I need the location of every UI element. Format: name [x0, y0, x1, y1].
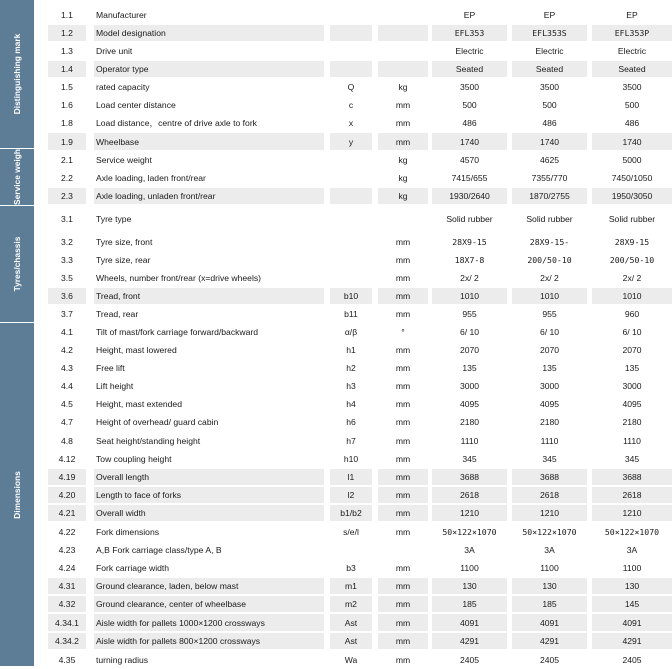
cell-unit: mm	[395, 381, 411, 391]
cell-unit: mm	[395, 237, 411, 247]
cell-sym: h2	[346, 363, 356, 373]
cell-item: Wheelbase	[94, 133, 324, 150]
cell-v3: 1100	[622, 563, 642, 573]
cell-item: Ground clearance, laden, below mast	[94, 578, 324, 594]
cell-unit: kg	[398, 173, 408, 183]
table-row	[38, 395, 672, 413]
cell-item: Tread, front	[94, 288, 324, 304]
cell-v3: 960	[624, 309, 640, 319]
table-row	[38, 96, 672, 114]
cell-no: 4.23	[58, 545, 76, 555]
cell-sym: x	[348, 118, 354, 128]
cell-unit: mm	[378, 614, 428, 631]
cell-unit: kg	[378, 188, 428, 204]
cell-item: Overall width	[94, 505, 324, 521]
table-row	[38, 233, 672, 251]
cell-sym	[330, 61, 372, 77]
cell-v3: Seated	[592, 61, 672, 77]
table-row	[38, 132, 672, 151]
cell-v2: 1870/2755	[512, 188, 587, 204]
table-row	[38, 6, 672, 24]
cell-v3: 130	[592, 578, 672, 594]
cell-no: 1.6	[61, 100, 73, 110]
table-row	[38, 613, 672, 632]
table-row	[38, 431, 672, 450]
cell-v1: EFL353	[432, 25, 507, 41]
cell-no: 4.22	[58, 526, 76, 537]
cell-unit: mm	[378, 133, 428, 150]
cell-sym: Wa	[344, 654, 358, 665]
cell-v1: 500	[462, 100, 477, 110]
cell-v3: 145	[592, 596, 672, 612]
section-label: Service weigh	[12, 149, 22, 205]
cell-v1: Solid rubber	[446, 214, 493, 224]
cell-unit: mm	[378, 578, 428, 594]
cell-v1: 1210	[432, 505, 507, 521]
cell-v2: 185	[512, 596, 587, 612]
cell-sym	[330, 25, 372, 41]
cell-item: Aisle width for pallets 800×1200 crossways	[94, 633, 324, 649]
table-row	[38, 305, 672, 323]
cell-item: Tyre type	[96, 214, 132, 224]
table-row	[38, 468, 672, 486]
cell-v2: 1010	[512, 288, 587, 304]
cell-item: Model designation	[94, 25, 324, 41]
cell-unit: mm	[395, 563, 411, 573]
cell-v3: 4095	[622, 399, 642, 409]
cell-unit	[378, 542, 428, 558]
table-row	[38, 60, 672, 78]
cell-v1: 1930/2640	[432, 188, 507, 204]
cell-sym: h1	[346, 345, 356, 355]
cell-unit: mm	[378, 288, 428, 304]
cell-no: 4.24	[58, 563, 76, 573]
cell-sym	[330, 152, 372, 168]
cell-no: 4.8	[61, 435, 73, 446]
cell-v2: EP	[543, 10, 556, 20]
cell-unit	[378, 25, 428, 41]
cell-sym: h3	[346, 381, 356, 391]
cell-v2: 3000	[539, 381, 560, 391]
cell-sym	[330, 206, 372, 232]
cell-sym	[330, 170, 372, 186]
cell-no: 1.4	[48, 61, 86, 77]
cell-v1: 4091	[432, 614, 507, 631]
table-row	[38, 187, 672, 205]
cell-item: Drive unit	[96, 46, 133, 56]
cell-no: 1.8	[61, 118, 73, 128]
table-row	[38, 287, 672, 305]
cell-unit: mm	[395, 309, 411, 319]
cell-no: 2.1	[61, 155, 73, 165]
cell-item: Free lift	[96, 363, 125, 373]
cell-sym: Q	[347, 82, 355, 92]
cell-unit: mm	[395, 435, 411, 446]
cell-unit: mm	[395, 345, 411, 355]
cell-v1: 4095	[459, 399, 480, 409]
cell-v2: 3500	[539, 82, 560, 92]
section-distinguishing-mark	[0, 0, 34, 149]
cell-v3: 7450/1050	[611, 173, 653, 183]
cell-unit: mm	[378, 596, 428, 612]
cell-item: A,B Fork carriage class/type A, B	[96, 545, 222, 555]
cell-v1: 1110	[460, 435, 479, 446]
cell-v1: 1010	[432, 288, 507, 304]
cell-v2: 4095	[539, 399, 560, 409]
cell-no: 4.34.2	[48, 633, 86, 649]
cell-v1: 2618	[432, 487, 507, 503]
cell-v2: 955	[542, 309, 557, 319]
table-row	[38, 559, 672, 577]
cell-no: 4.12	[58, 454, 76, 464]
cell-no: 4.35	[58, 654, 76, 665]
cell-item: turning radius	[96, 654, 149, 665]
table-row	[38, 632, 672, 650]
cell-item: Aisle width for pallets 1000×1200 crossways	[94, 614, 324, 631]
cell-v3: 2618	[592, 487, 672, 503]
cell-item: Tread, rear	[96, 309, 139, 319]
cell-v1: 185	[432, 596, 507, 612]
cell-v1: 3A	[464, 545, 475, 555]
cell-no: 3.1	[61, 214, 73, 224]
cell-sym	[330, 542, 372, 558]
cell-no: 4.1	[61, 327, 73, 337]
cell-v3: 5000	[622, 155, 642, 165]
cell-v3: 135	[624, 363, 640, 373]
cell-no: 4.34.1	[48, 614, 86, 631]
cell-sym: b1/b2	[330, 505, 372, 521]
cell-v1: 2405	[459, 654, 480, 665]
cell-sym: h10	[343, 454, 359, 464]
cell-v1: 2x/ 2	[460, 273, 479, 283]
cell-v2: 200/50-10	[527, 255, 572, 265]
cell-item: Tyre size, front	[96, 237, 153, 247]
cell-v3: 2070	[622, 345, 642, 355]
cell-item: Axle loading, unladen front/rear	[94, 188, 324, 204]
section-tyres-chassis	[0, 206, 34, 323]
cell-v2: 2x/ 2	[540, 273, 559, 283]
cell-unit: mm	[395, 363, 411, 373]
cell-item: Wheels, number front/rear (x=drive wheels)	[96, 273, 262, 283]
table-row	[38, 78, 672, 96]
cell-v3: 2x/ 2	[622, 273, 642, 283]
cell-no: 4.19	[48, 469, 86, 485]
cell-no: 1.2	[48, 25, 86, 41]
table-row	[38, 504, 672, 522]
cell-no: 2.2	[61, 173, 73, 183]
cell-item: Seat height/standing height	[96, 435, 201, 446]
cell-unit: mm	[395, 454, 411, 464]
cell-sym	[330, 188, 372, 204]
cell-v3: 2180	[622, 417, 642, 427]
cell-v1: 3688	[432, 469, 507, 485]
table-row	[38, 541, 672, 559]
cell-v2: 4625	[539, 155, 560, 165]
cell-v2: 2405	[539, 654, 560, 665]
cell-sym: h6	[346, 417, 356, 427]
cell-item: rated capacity	[96, 82, 150, 92]
cell-item: Height, mast lowered	[96, 345, 177, 355]
cell-v2: 135	[542, 363, 557, 373]
cell-no: 4.5	[61, 399, 73, 409]
table-row	[38, 323, 672, 341]
cell-no: 4.4	[61, 381, 73, 391]
cell-no: 3.3	[61, 255, 73, 265]
cell-v1: 4291	[432, 633, 507, 649]
cell-v3: 1010	[592, 288, 672, 304]
cell-unit: mm	[395, 255, 411, 265]
cell-unit: °	[401, 327, 405, 337]
cell-no: 3.2	[61, 237, 73, 247]
cell-v3: 28X9-15	[614, 237, 650, 247]
cell-no: 4.21	[48, 505, 86, 521]
table-row	[38, 650, 672, 669]
cell-no: 1.1	[61, 10, 73, 20]
cell-v2: 1100	[540, 563, 559, 573]
cell-sym: α/β	[344, 327, 358, 337]
cell-no: 3.6	[48, 288, 86, 304]
cell-v1: EP	[463, 10, 476, 20]
cell-v3: 345	[624, 454, 640, 464]
cell-item: Lift height	[96, 381, 134, 391]
cell-v1: 345	[462, 454, 477, 464]
cell-v1: 3000	[459, 381, 480, 391]
cell-v2: 486	[542, 118, 557, 128]
cell-v2: 3A	[544, 545, 555, 555]
cell-item: Tilt of mast/fork carriage forward/backward	[96, 327, 259, 337]
cell-v3: 3000	[622, 381, 642, 391]
cell-v3: 50×122×1070	[604, 526, 660, 537]
cell-item: Tow coupling height	[96, 454, 172, 464]
cell-item: Tyre size, rear	[96, 255, 151, 265]
cell-unit	[378, 43, 428, 59]
cell-v1: 486	[462, 118, 477, 128]
cell-unit	[378, 7, 428, 23]
cell-v2: 4091	[512, 614, 587, 631]
cell-no: 4.2	[61, 345, 73, 355]
cell-v1: Seated	[432, 61, 507, 77]
cell-item: Height, mast extended	[96, 399, 182, 409]
cell-v2: 1110	[540, 435, 559, 446]
cell-v3: 486	[624, 118, 640, 128]
cell-no: 3.5	[61, 273, 73, 283]
cell-item: Load distance，centre of drive axle to fork	[96, 118, 257, 128]
cell-v2: Seated	[512, 61, 587, 77]
table-row	[38, 42, 672, 60]
table-row	[38, 251, 672, 269]
cell-v1: 1740	[432, 133, 507, 150]
cell-unit: mm	[395, 417, 411, 427]
section-label: Distinguishing mark	[12, 33, 22, 115]
cell-v3: EP	[626, 10, 638, 20]
cell-item: Operator type	[94, 61, 324, 77]
cell-sym: s/e/l	[343, 526, 359, 537]
table-row	[38, 577, 672, 595]
cell-v3: 4091	[592, 614, 672, 631]
cell-v2: 1210	[512, 505, 587, 521]
table-row	[38, 24, 672, 42]
cell-item: Overall length	[94, 469, 324, 485]
cell-v3: 500	[624, 100, 640, 110]
cell-item: Ground clearance, center of wheelbase	[94, 596, 324, 612]
cell-v2: 130	[512, 578, 587, 594]
cell-v2: 2618	[512, 487, 587, 503]
cell-sym	[330, 252, 372, 268]
cell-v1: Electric	[455, 46, 484, 56]
cell-v2: EFL353S	[512, 25, 587, 41]
cell-unit: kg	[398, 82, 408, 92]
cell-no: 4.31	[48, 578, 86, 594]
cell-v2: 7355/770	[531, 173, 568, 183]
cell-sym: l1	[330, 469, 372, 485]
cell-unit: mm	[378, 505, 428, 521]
cell-no: 1.5	[61, 82, 73, 92]
cell-no: 1.9	[48, 133, 86, 150]
cell-sym	[330, 7, 372, 23]
table-row	[38, 413, 672, 431]
cell-sym: b10	[330, 288, 372, 304]
table-row	[38, 486, 672, 504]
cell-v2: 4291	[512, 633, 587, 649]
cell-v1: 135	[462, 363, 477, 373]
cell-item: Height of overhead/ guard cabin	[96, 417, 219, 427]
cell-v3: EFL353P	[592, 25, 672, 41]
cell-unit: mm	[395, 118, 411, 128]
cell-v2: 50×122×1070	[522, 526, 577, 537]
cell-v1: 1100	[460, 563, 479, 573]
cell-sym: m2	[330, 596, 372, 612]
table-row	[38, 151, 672, 169]
cell-unit: mm	[395, 526, 411, 537]
cell-v1: 2070	[459, 345, 480, 355]
cell-v1: 18X7-8	[454, 255, 485, 265]
cell-v3: 1950/3050	[592, 188, 672, 204]
cell-unit: mm	[395, 100, 411, 110]
cell-v2: Electric	[535, 46, 564, 56]
cell-item: Manufacturer	[96, 10, 147, 20]
cell-sym: l2	[330, 487, 372, 503]
cell-v3: 3688	[592, 469, 672, 485]
table-row	[38, 359, 672, 377]
cell-sym	[330, 234, 372, 250]
table-row	[38, 114, 672, 132]
cell-v3: 3500	[622, 82, 642, 92]
cell-v3: 3A	[626, 545, 638, 555]
cell-unit: kg	[398, 155, 408, 165]
cell-sym: Ast	[330, 614, 372, 631]
cell-v3: 1740	[592, 133, 672, 150]
cell-v1: 3500	[459, 82, 480, 92]
cell-unit: mm	[395, 399, 411, 409]
cell-unit: mm	[378, 469, 428, 485]
cell-v2: 2180	[539, 417, 560, 427]
cell-v1: 2180	[459, 417, 480, 427]
section-service-weight	[0, 149, 34, 206]
cell-v1: 4570	[459, 155, 480, 165]
cell-no: 4.3	[61, 363, 73, 373]
section-label: Dimensions	[12, 470, 22, 519]
table-row	[38, 205, 672, 233]
cell-sym: b3	[346, 563, 356, 573]
cell-item: Axle loading, laden front/rear	[96, 173, 206, 183]
cell-v2: Solid rubber	[526, 214, 573, 224]
cell-unit	[378, 206, 428, 232]
cell-v2: 1740	[512, 133, 587, 150]
cell-sym	[330, 270, 372, 286]
cell-unit: mm	[378, 633, 428, 649]
table-row	[38, 450, 672, 468]
table-row	[38, 269, 672, 287]
cell-v1: 6/ 10	[459, 327, 480, 337]
cell-item: Fork carriage width	[96, 563, 170, 573]
table-row	[38, 522, 672, 541]
cell-v1: 28X9-15	[452, 237, 487, 247]
cell-v2: 500	[542, 100, 557, 110]
cell-v3: 200/50-10	[609, 255, 655, 265]
table-row	[38, 595, 672, 613]
cell-v1: 7415/655	[451, 173, 488, 183]
section-dimensions	[0, 323, 34, 667]
table-row	[38, 377, 672, 395]
cell-no: 3.7	[61, 309, 73, 319]
cell-sym: b11	[344, 309, 358, 319]
cell-sym: h4	[346, 399, 356, 409]
cell-v3: 6/ 10	[622, 327, 642, 337]
cell-item: Load center distance	[96, 100, 176, 110]
cell-v1: 50×122×1070	[442, 526, 497, 537]
cell-sym: h7	[346, 435, 356, 446]
cell-v3: Solid rubber	[608, 214, 656, 224]
cell-v3: 1110	[623, 435, 641, 446]
cell-item: Length to face of forks	[94, 487, 324, 503]
cell-no: 4.7	[61, 417, 73, 427]
cell-v3: 1210	[592, 505, 672, 521]
cell-v1: 955	[462, 309, 477, 319]
cell-v3: 4291	[592, 633, 672, 649]
cell-v2: 3688	[512, 469, 587, 485]
cell-v3: Electric	[617, 46, 647, 56]
cell-sym	[330, 43, 372, 59]
cell-v2: 28X9-15-	[529, 237, 570, 247]
cell-v3: 2405	[622, 654, 642, 665]
cell-unit	[378, 61, 428, 77]
cell-no: 4.32	[48, 596, 86, 612]
cell-sym: c	[348, 100, 354, 110]
cell-sym: m1	[330, 578, 372, 594]
cell-no: 4.20	[48, 487, 86, 503]
cell-no: 1.3	[61, 46, 73, 56]
cell-v2: 6/ 10	[539, 327, 560, 337]
cell-unit: mm	[395, 273, 411, 283]
cell-item: Service weight	[96, 155, 152, 165]
cell-unit: mm	[378, 487, 428, 503]
cell-no: 2.3	[48, 188, 86, 204]
cell-sym: Ast	[330, 633, 372, 649]
table-row	[38, 341, 672, 359]
cell-item: Fork dimensions	[96, 526, 160, 537]
cell-v2: 345	[542, 454, 557, 464]
cell-sym: y	[330, 133, 372, 150]
cell-v1: 130	[432, 578, 507, 594]
cell-v2: 2070	[539, 345, 560, 355]
cell-unit: mm	[395, 654, 411, 665]
section-label: Tyres/chassis	[12, 236, 22, 292]
table-row	[38, 169, 672, 187]
